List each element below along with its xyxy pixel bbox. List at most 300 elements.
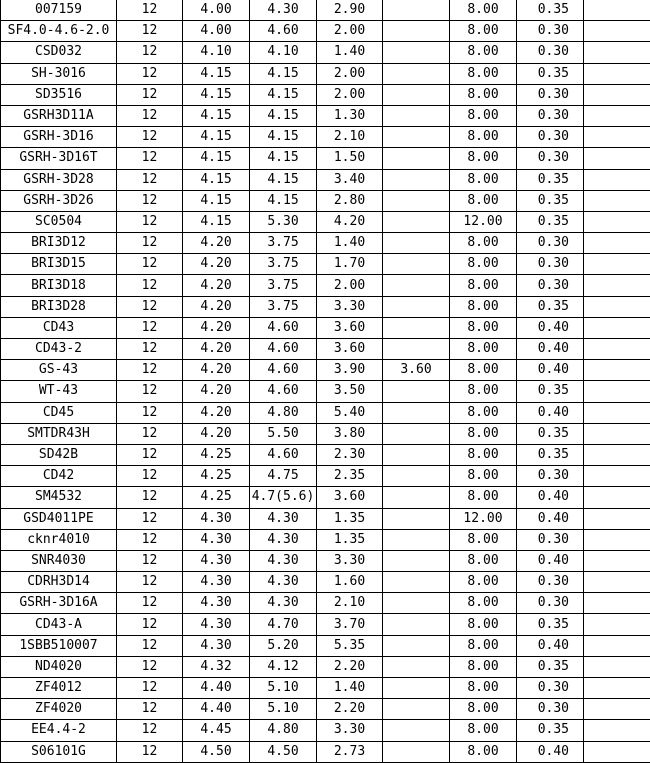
table-row [1,211,650,232]
length-cell: 4.15 [183,190,250,211]
table-row [1,190,650,211]
height-cell: 2.20 [317,656,383,677]
part-number-cell: SMTDR43H [1,423,117,444]
qty-cell: 12 [117,656,183,677]
blank-cell [584,21,650,42]
length-cell: 4.30 [183,614,250,635]
height-cell: 1.40 [317,233,383,254]
height-cell: 5.35 [317,635,383,656]
rate-cell: 0.35 [517,63,584,84]
height-cell: 2.20 [317,699,383,720]
table-row [1,317,650,338]
extra-cell [383,402,450,423]
length-cell: 4.00 [183,21,250,42]
height-cell: 3.50 [317,381,383,402]
rate-cell: 0.35 [517,656,584,677]
length-cell: 4.20 [183,275,250,296]
table-row [1,296,650,317]
value-cell: 8.00 [450,678,517,699]
height-cell: 1.30 [317,105,383,126]
rate-cell: 0.30 [517,275,584,296]
width-cell: 4.60 [250,339,317,360]
table-row [1,381,650,402]
length-cell: 4.32 [183,656,250,677]
height-cell: 1.35 [317,508,383,529]
qty-cell: 12 [117,423,183,444]
width-cell: 4.30 [250,0,317,21]
width-cell: 3.75 [250,296,317,317]
height-cell: 2.00 [317,275,383,296]
extra-cell [383,254,450,275]
length-cell: 4.15 [183,127,250,148]
table-row [1,423,650,444]
part-number-cell: EE4.4-2 [1,720,117,741]
extra-cell [383,508,450,529]
extra-cell [383,466,450,487]
height-cell: 2.10 [317,127,383,148]
part-number-cell: GSRH-3D28 [1,169,117,190]
rate-cell: 0.40 [517,360,584,381]
length-cell: 4.20 [183,317,250,338]
blank-cell [584,190,650,211]
width-cell: 3.75 [250,275,317,296]
blank-cell [584,678,650,699]
rate-cell: 0.30 [517,529,584,550]
part-number-cell: ND4020 [1,656,117,677]
extra-cell [383,572,450,593]
length-cell: 4.15 [183,169,250,190]
value-cell: 8.00 [450,487,517,508]
rate-cell: 0.35 [517,0,584,21]
height-cell: 3.30 [317,720,383,741]
value-cell: 8.00 [450,275,517,296]
qty-cell: 12 [117,593,183,614]
blank-cell [584,233,650,254]
width-cell: 4.60 [250,444,317,465]
qty-cell: 12 [117,0,183,21]
qty-cell: 12 [117,21,183,42]
length-cell: 4.15 [183,84,250,105]
value-cell: 8.00 [450,84,517,105]
length-cell: 4.15 [183,148,250,169]
height-cell: 2.00 [317,84,383,105]
table-row [1,63,650,84]
length-cell: 4.20 [183,360,250,381]
table-row [1,360,650,381]
extra-cell [383,614,450,635]
table-row [1,508,650,529]
width-cell: 4.30 [250,593,317,614]
blank-cell [584,63,650,84]
height-cell: 3.60 [317,317,383,338]
part-number-cell: CD43-2 [1,339,117,360]
value-cell: 12.00 [450,211,517,232]
part-number-cell: CD43-A [1,614,117,635]
blank-cell [584,741,650,762]
part-number-cell: SF4.0-4.6-2.0 [1,21,117,42]
rate-cell: 0.35 [517,614,584,635]
qty-cell: 12 [117,487,183,508]
rate-cell: 0.30 [517,84,584,105]
height-cell: 1.35 [317,529,383,550]
part-number-cell: BRI3D28 [1,296,117,317]
value-cell: 8.00 [450,190,517,211]
extra-cell [383,169,450,190]
width-cell: 4.7(5.6) [250,487,317,508]
table-row [1,741,650,762]
width-cell: 5.20 [250,635,317,656]
table-row [1,444,650,465]
length-cell: 4.20 [183,423,250,444]
table-row [1,42,650,63]
rate-cell: 0.30 [517,593,584,614]
blank-cell [584,360,650,381]
part-number-cell: CDRH3D14 [1,572,117,593]
part-number-cell: WT-43 [1,381,117,402]
height-cell: 2.80 [317,190,383,211]
height-cell: 3.30 [317,296,383,317]
rate-cell: 0.35 [517,296,584,317]
extra-cell [383,423,450,444]
height-cell: 2.35 [317,466,383,487]
value-cell: 8.00 [450,635,517,656]
length-cell: 4.30 [183,529,250,550]
height-cell: 2.10 [317,593,383,614]
height-cell: 1.40 [317,678,383,699]
rate-cell: 0.35 [517,169,584,190]
extra-cell [383,339,450,360]
extra-cell [383,529,450,550]
extra-cell [383,84,450,105]
qty-cell: 12 [117,550,183,571]
qty-cell: 12 [117,148,183,169]
length-cell: 4.00 [183,0,250,21]
length-cell: 4.20 [183,254,250,275]
table-row [1,614,650,635]
width-cell: 5.50 [250,423,317,444]
table-body [1,0,650,762]
rate-cell: 0.35 [517,444,584,465]
rate-cell: 0.30 [517,572,584,593]
part-number-cell: BRI3D12 [1,233,117,254]
value-cell: 8.00 [450,402,517,423]
extra-cell [383,21,450,42]
qty-cell: 12 [117,190,183,211]
blank-cell [584,508,650,529]
width-cell: 4.12 [250,656,317,677]
part-number-cell: GSRH-3D26 [1,190,117,211]
qty-cell: 12 [117,339,183,360]
extra-cell [383,105,450,126]
width-cell: 4.70 [250,614,317,635]
extra-cell [383,635,450,656]
rate-cell: 0.30 [517,127,584,148]
value-cell: 8.00 [450,614,517,635]
value-cell: 8.00 [450,720,517,741]
height-cell: 2.00 [317,21,383,42]
value-cell: 8.00 [450,105,517,126]
rate-cell: 0.30 [517,148,584,169]
width-cell: 4.30 [250,550,317,571]
qty-cell: 12 [117,678,183,699]
length-cell: 4.15 [183,63,250,84]
rate-cell: 0.30 [517,699,584,720]
width-cell: 5.30 [250,211,317,232]
blank-cell [584,148,650,169]
table-row [1,84,650,105]
width-cell: 4.60 [250,381,317,402]
qty-cell: 12 [117,169,183,190]
value-cell: 8.00 [450,550,517,571]
qty-cell: 12 [117,127,183,148]
qty-cell: 12 [117,84,183,105]
blank-cell [584,339,650,360]
part-number-cell: CD43 [1,317,117,338]
value-cell: 8.00 [450,127,517,148]
rate-cell: 0.40 [517,508,584,529]
qty-cell: 12 [117,63,183,84]
height-cell: 1.70 [317,254,383,275]
width-cell: 4.75 [250,466,317,487]
table-row [1,0,650,21]
blank-cell [584,296,650,317]
length-cell: 4.30 [183,572,250,593]
length-cell: 4.40 [183,678,250,699]
qty-cell: 12 [117,508,183,529]
length-cell: 4.40 [183,699,250,720]
extra-cell [383,63,450,84]
length-cell: 4.10 [183,42,250,63]
table-row [1,21,650,42]
value-cell: 8.00 [450,741,517,762]
rate-cell: 0.30 [517,466,584,487]
blank-cell [584,614,650,635]
table-row [1,275,650,296]
table-row [1,169,650,190]
part-number-cell: GSRH3D11A [1,105,117,126]
width-cell: 4.80 [250,402,317,423]
extra-cell [383,127,450,148]
qty-cell: 12 [117,720,183,741]
width-cell: 4.15 [250,127,317,148]
part-number-cell: ZF4012 [1,678,117,699]
rate-cell: 0.30 [517,254,584,275]
height-cell: 3.90 [317,360,383,381]
extra-cell [383,487,450,508]
qty-cell: 12 [117,614,183,635]
height-cell: 5.40 [317,402,383,423]
value-cell: 8.00 [450,466,517,487]
part-number-cell: SM4532 [1,487,117,508]
width-cell: 4.10 [250,42,317,63]
length-cell: 4.20 [183,233,250,254]
rate-cell: 0.40 [517,402,584,423]
extra-cell [383,317,450,338]
extra-cell [383,741,450,762]
extra-cell [383,42,450,63]
height-cell: 2.00 [317,63,383,84]
length-cell: 4.25 [183,466,250,487]
blank-cell [584,423,650,444]
value-cell: 8.00 [450,254,517,275]
part-number-cell: SD3516 [1,84,117,105]
value-cell: 8.00 [450,63,517,84]
length-cell: 4.20 [183,296,250,317]
extra-cell [383,148,450,169]
rate-cell: 0.30 [517,42,584,63]
qty-cell: 12 [117,466,183,487]
table-row [1,550,650,571]
qty-cell: 12 [117,211,183,232]
height-cell: 3.60 [317,487,383,508]
rate-cell: 0.30 [517,105,584,126]
rate-cell: 0.30 [517,233,584,254]
value-cell: 8.00 [450,699,517,720]
qty-cell: 12 [117,275,183,296]
height-cell: 3.70 [317,614,383,635]
blank-cell [584,211,650,232]
blank-cell [584,317,650,338]
qty-cell: 12 [117,741,183,762]
height-cell: 1.40 [317,42,383,63]
height-cell: 1.50 [317,148,383,169]
width-cell: 4.15 [250,105,317,126]
width-cell: 5.10 [250,699,317,720]
extra-cell [383,720,450,741]
extra-cell [383,381,450,402]
value-cell: 8.00 [450,317,517,338]
length-cell: 4.25 [183,487,250,508]
table-row [1,233,650,254]
extra-cell [383,444,450,465]
blank-cell [584,529,650,550]
width-cell: 3.75 [250,233,317,254]
width-cell: 3.75 [250,254,317,275]
table-row [1,487,650,508]
blank-cell [584,381,650,402]
table-row [1,402,650,423]
height-cell: 2.73 [317,741,383,762]
part-number-cell: BRI3D18 [1,275,117,296]
height-cell: 3.30 [317,550,383,571]
width-cell: 4.80 [250,720,317,741]
extra-cell [383,296,450,317]
part-number-cell: GSRH-3D16T [1,148,117,169]
qty-cell: 12 [117,635,183,656]
width-cell: 4.60 [250,21,317,42]
table-row [1,699,650,720]
rate-cell: 0.40 [517,550,584,571]
qty-cell: 12 [117,296,183,317]
part-number-cell: 1SBB510007 [1,635,117,656]
extra-cell [383,211,450,232]
rate-cell: 0.35 [517,423,584,444]
rate-cell: 0.40 [517,741,584,762]
value-cell: 8.00 [450,529,517,550]
table-row [1,254,650,275]
table-row [1,678,650,699]
width-cell: 5.10 [250,678,317,699]
part-number-cell: GS-43 [1,360,117,381]
value-cell: 8.00 [450,42,517,63]
extra-cell: 3.60 [383,360,450,381]
blank-cell [584,402,650,423]
rate-cell: 0.35 [517,211,584,232]
value-cell: 8.00 [450,339,517,360]
width-cell: 4.15 [250,190,317,211]
length-cell: 4.30 [183,508,250,529]
width-cell: 4.15 [250,148,317,169]
table-row [1,105,650,126]
length-cell: 4.20 [183,402,250,423]
part-number-cell: SD42B [1,444,117,465]
value-cell: 8.00 [450,296,517,317]
blank-cell [584,572,650,593]
rate-cell: 0.30 [517,678,584,699]
length-cell: 4.15 [183,211,250,232]
extra-cell [383,550,450,571]
extra-cell [383,190,450,211]
length-cell: 4.30 [183,635,250,656]
height-cell: 1.60 [317,572,383,593]
value-cell: 8.00 [450,148,517,169]
blank-cell [584,656,650,677]
table-row [1,656,650,677]
qty-cell: 12 [117,381,183,402]
table-row [1,466,650,487]
blank-cell [584,550,650,571]
width-cell: 4.30 [250,529,317,550]
length-cell: 4.45 [183,720,250,741]
width-cell: 4.15 [250,63,317,84]
blank-cell [584,42,650,63]
blank-cell [584,466,650,487]
extra-cell [383,275,450,296]
extra-cell [383,699,450,720]
qty-cell: 12 [117,529,183,550]
length-cell: 4.20 [183,339,250,360]
height-cell: 3.60 [317,339,383,360]
qty-cell: 12 [117,699,183,720]
extra-cell [383,678,450,699]
height-cell: 4.20 [317,211,383,232]
blank-cell [584,699,650,720]
value-cell: 8.00 [450,360,517,381]
extra-cell [383,233,450,254]
extra-cell [383,593,450,614]
blank-cell [584,720,650,741]
value-cell: 12.00 [450,508,517,529]
value-cell: 8.00 [450,233,517,254]
width-cell: 4.30 [250,572,317,593]
part-number-cell: 007159 [1,0,117,21]
table-row [1,529,650,550]
part-number-cell: SC0504 [1,211,117,232]
rate-cell: 0.30 [517,21,584,42]
width-cell: 4.60 [250,360,317,381]
blank-cell [584,254,650,275]
extra-cell [383,656,450,677]
height-cell: 3.40 [317,169,383,190]
extra-cell [383,0,450,21]
table-row [1,572,650,593]
qty-cell: 12 [117,572,183,593]
width-cell: 4.15 [250,169,317,190]
rate-cell: 0.40 [517,635,584,656]
value-cell: 8.00 [450,0,517,21]
table-row [1,635,650,656]
qty-cell: 12 [117,360,183,381]
